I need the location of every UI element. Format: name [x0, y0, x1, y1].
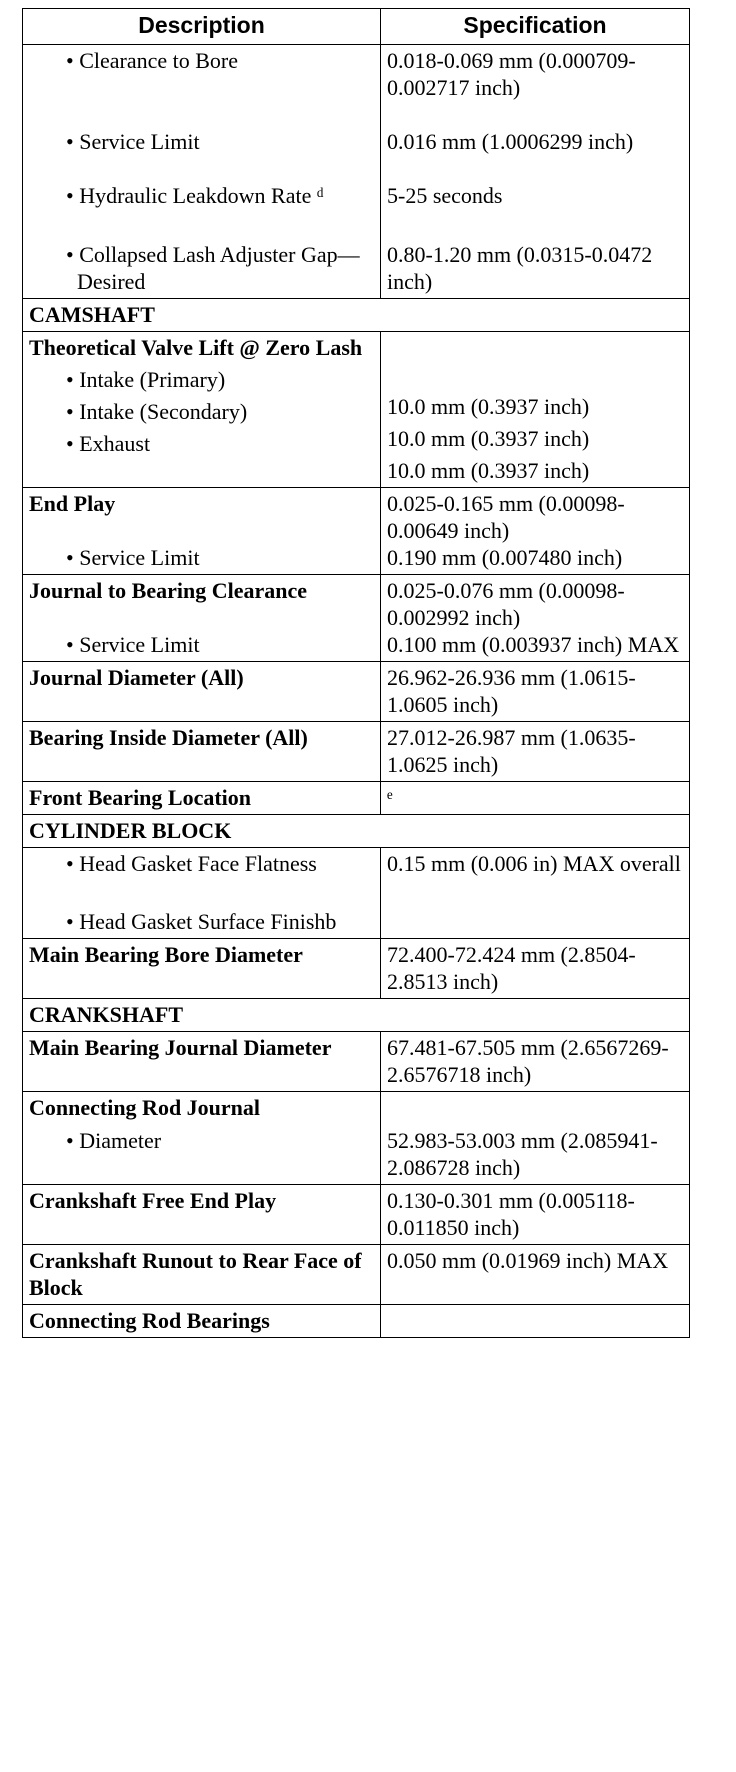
- row-heading: Front Bearing Location: [23, 782, 381, 815]
- description-cell: [23, 488, 381, 575]
- row-value: 0.016 mm (1.0006299 inch): [387, 129, 634, 154]
- row-heading: Main Bearing Journal Diameter: [23, 1032, 381, 1092]
- spec-table: [22, 8, 690, 1338]
- row-label: • Service Limit: [66, 545, 200, 570]
- row-value: 27.012-26.987 mm (1.0635-1.0625 inch): [381, 722, 690, 782]
- specification-cell: [381, 332, 690, 488]
- table-row: [23, 1245, 690, 1305]
- row-value: [381, 1305, 690, 1338]
- table-row: [23, 1305, 690, 1338]
- description-cell: [23, 45, 381, 299]
- row-value: 26.962-26.936 mm (1.0615-1.0605 inch): [381, 662, 690, 722]
- table-row: [23, 1092, 690, 1185]
- row-value: 10.0 mm (0.3937 inch): [387, 458, 590, 483]
- row-value: 0.190 mm (0.007480 inch): [387, 545, 623, 570]
- row-value: 72.400-72.424 mm (2.8504-2.8513 inch): [381, 939, 690, 999]
- specification-header: Specification: [381, 9, 690, 45]
- section-row: [23, 299, 690, 332]
- specification-cell: [381, 1092, 690, 1185]
- table-row: [23, 1032, 690, 1092]
- row-label: • Head Gasket Surface Finishb: [66, 909, 337, 934]
- row-value: 67.481-67.505 mm (2.6567269-2.6576718 inch): [381, 1032, 690, 1092]
- row-value: 5-25 seconds: [387, 183, 503, 208]
- specification-cell: [381, 575, 690, 662]
- row-heading: Crankshaft Free End Play: [23, 1185, 381, 1245]
- section-title: CAMSHAFT: [23, 299, 690, 332]
- table-row: [23, 45, 690, 299]
- row-value: 0.018-0.069 mm (0.000709-0.002717 inch): [387, 48, 636, 100]
- header-row: [23, 9, 690, 45]
- row-label: • Intake (Primary): [66, 367, 226, 392]
- section-title: CYLINDER BLOCK: [23, 815, 690, 848]
- table-row: [23, 782, 690, 815]
- row-value: 0.15 mm (0.006 in) MAX overall: [381, 848, 690, 939]
- row-label: • Head Gasket Face Flatness: [66, 851, 317, 876]
- row-value: 52.983-53.003 mm (2.085941-2.086728 inch): [387, 1128, 658, 1180]
- row-heading: Journal to Bearing Clearance: [29, 578, 308, 603]
- description-header: Description: [23, 9, 381, 45]
- table-row: [23, 722, 690, 782]
- table-row: [23, 939, 690, 999]
- row-heading: Crankshaft Runout to Rear Face of Block: [23, 1245, 381, 1305]
- table-row: [23, 575, 690, 662]
- table-row: [23, 332, 690, 488]
- row-heading: Connecting Rod Bearings: [23, 1305, 381, 1338]
- row-heading: End Play: [29, 491, 116, 516]
- row-heading: Theoretical Valve Lift @ Zero Lash: [29, 335, 363, 360]
- row-value: 0.050 mm (0.01969 inch) MAX: [381, 1245, 690, 1305]
- row-value: 10.0 mm (0.3937 inch): [387, 426, 590, 451]
- description-cell: [23, 332, 381, 488]
- row-label: • Service Limit: [66, 129, 200, 154]
- row-value: 0.025-0.076 mm (0.00098-0.002992 inch): [387, 578, 625, 630]
- row-label: • Collapsed Lash Adjuster Gap—Desired: [66, 242, 360, 294]
- table-row: [23, 488, 690, 575]
- row-label: • Exhaust: [66, 431, 151, 456]
- row-value: 0.130-0.301 mm (0.005118-0.011850 inch): [381, 1185, 690, 1245]
- section-title: CRANKSHAFT: [23, 999, 690, 1032]
- row-label: • Clearance to Bore: [66, 48, 239, 73]
- row-label: • Service Limit: [66, 632, 200, 657]
- description-cell: [23, 1092, 381, 1185]
- row-heading: Main Bearing Bore Diameter: [23, 939, 381, 999]
- description-cell: [23, 848, 381, 939]
- section-row: [23, 999, 690, 1032]
- row-heading: Journal Diameter (All): [23, 662, 381, 722]
- row-value: ᵉ: [381, 782, 690, 815]
- table-row: [23, 1185, 690, 1245]
- row-value: 0.100 mm (0.003937 inch) MAX: [387, 632, 680, 657]
- description-cell: [23, 575, 381, 662]
- row-heading: Bearing Inside Diameter (All): [23, 722, 381, 782]
- row-value: 0.025-0.165 mm (0.00098-0.00649 inch): [387, 491, 625, 543]
- row-value: 0.80-1.20 mm (0.0315-0.0472 inch): [387, 242, 653, 294]
- row-label: • Intake (Secondary): [66, 399, 248, 424]
- table-row: [23, 662, 690, 722]
- table-row: [23, 848, 690, 939]
- row-label: • Hydraulic Leakdown Rate ᵈ: [66, 183, 324, 208]
- specification-cell: [381, 488, 690, 575]
- row-value: 10.0 mm (0.3937 inch): [387, 394, 590, 419]
- row-heading: Connecting Rod Journal: [29, 1095, 261, 1120]
- specification-cell: [381, 45, 690, 299]
- section-row: [23, 815, 690, 848]
- row-label: • Diameter: [66, 1128, 162, 1153]
